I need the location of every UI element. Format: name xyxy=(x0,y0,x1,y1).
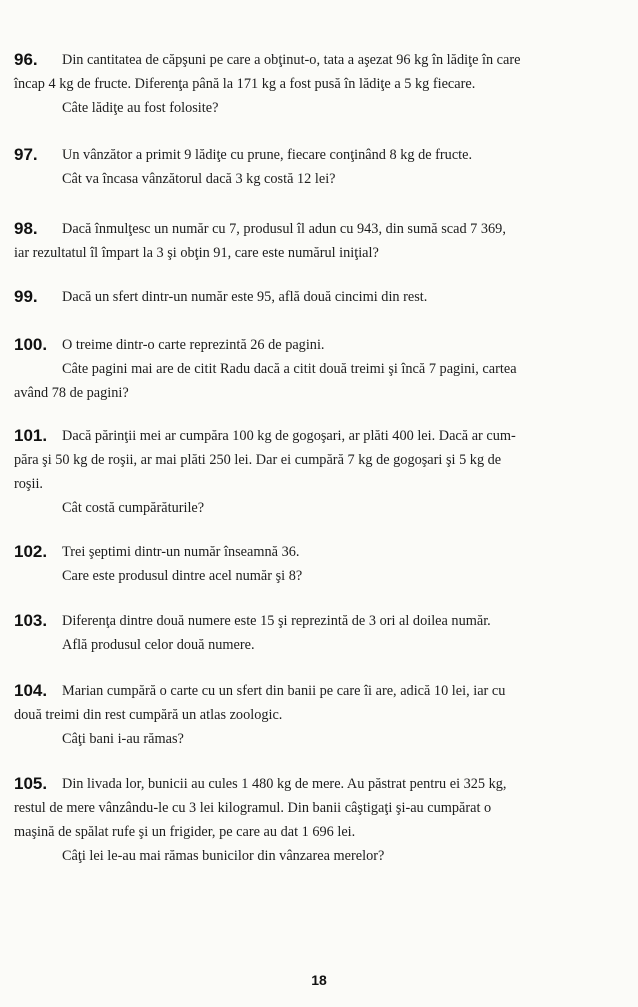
page-number: 18 xyxy=(311,972,327,988)
problem-text-line: Marian cumpără o carte cu un sfert din banii pe care îi are, adică 10 lei, iar cu xyxy=(62,683,506,699)
problem-number: 102. xyxy=(14,542,48,561)
problem-text-line: Dacă înmulţesc un număr cu 7, produsul îl adun cu 943, din sumă scad 7 369, xyxy=(62,221,506,237)
problem-number: 103. xyxy=(14,611,48,630)
problem-text-line: maşină de spălat rufe şi un frigider, pe care au dat 1 696 lei. xyxy=(14,824,356,840)
problem-text-line: Dacă un sfert dintr-un număr este 95, află două cincimi din rest. xyxy=(62,289,428,305)
problem-number: 105. xyxy=(14,774,48,793)
problem-text-line: O treime dintr-o carte reprezintă 26 de pagini. xyxy=(62,337,325,353)
problem-number: 101. xyxy=(14,426,48,445)
problem-text-line: Trei şeptimi dintr-un număr înseamnă 36. xyxy=(62,544,300,560)
problem-question: Câte lădiţe au fost folosite? xyxy=(62,100,219,116)
problem-question: Care este produsul dintre acel număr şi 8? xyxy=(62,568,303,584)
bleed-through-text xyxy=(440,100,630,101)
problem-text-line: Diferenţa dintre două numere este 15 şi reprezintă de 3 ori al doilea număr. xyxy=(62,613,491,629)
problem-number: 98. xyxy=(14,219,38,238)
problem-number: 100. xyxy=(14,335,48,354)
problem-text-line: Un vânzător a primit 9 lădiţe cu prune, fiecare conţinând 8 kg de fructe. xyxy=(62,147,473,163)
problem-text-line: iar rezultatul îl împart la 3 şi obţin 91, care este numărul iniţial? xyxy=(14,245,379,261)
problem-number: 96. xyxy=(14,50,38,69)
problem-question: Câţi bani i-au rămas? xyxy=(62,731,184,747)
problem-number: 104. xyxy=(14,681,48,700)
problem-question: Cât va încasa vânzătorul dacă 3 kg costă 12 lei? xyxy=(62,171,336,187)
problem-number: 97. xyxy=(14,145,38,164)
problem-text-line: roşii. xyxy=(14,476,43,492)
problem-text-line: Dacă părinţii mei ar cumpăra 100 kg de gogoşari, ar plăti 400 lei. Dacă ar cum- xyxy=(62,428,516,444)
problem-text-line: Câte pagini mai are de citit Radu dacă a citit două treimi şi încă 7 pagini, cartea xyxy=(62,361,517,377)
problem-question: Cât costă cumpărăturile? xyxy=(62,500,205,516)
problem-question: Află produsul celor două numere. xyxy=(62,637,255,653)
problem-text-line: încap 4 kg de fructe. Diferenţa până la 171 kg a fost pusă în lădiţe a 5 kg fiecare. xyxy=(14,76,476,92)
problem-text-line: Din livada lor, bunicii au cules 1 480 kg de mere. Au păstrat pentru ei 325 kg, xyxy=(62,776,507,792)
problem-question: Câţi lei le-au mai rămas bunicilor din vânzarea merelor? xyxy=(62,848,385,864)
problem-number: 99. xyxy=(14,287,38,306)
problem-text-line: având 78 de pagini? xyxy=(14,385,129,401)
problem-text-line: păra şi 50 kg de roşii, ar mai plăti 250 lei. Dar ei cumpără 7 kg de gogoşari şi 5 kg de xyxy=(14,452,502,468)
problem-text-line: Din cantitatea de căpşuni pe care a obţinut-o, tata a aşezat 96 kg în lădiţe în care xyxy=(62,52,521,68)
problem-text-line: două treimi din rest cumpără un atlas zoologic. xyxy=(14,707,283,723)
problem-text-line: restul de mere vânzându-le cu 3 lei kilogramul. Din banii câştigaţi şi-au cumpărat o xyxy=(14,800,492,816)
